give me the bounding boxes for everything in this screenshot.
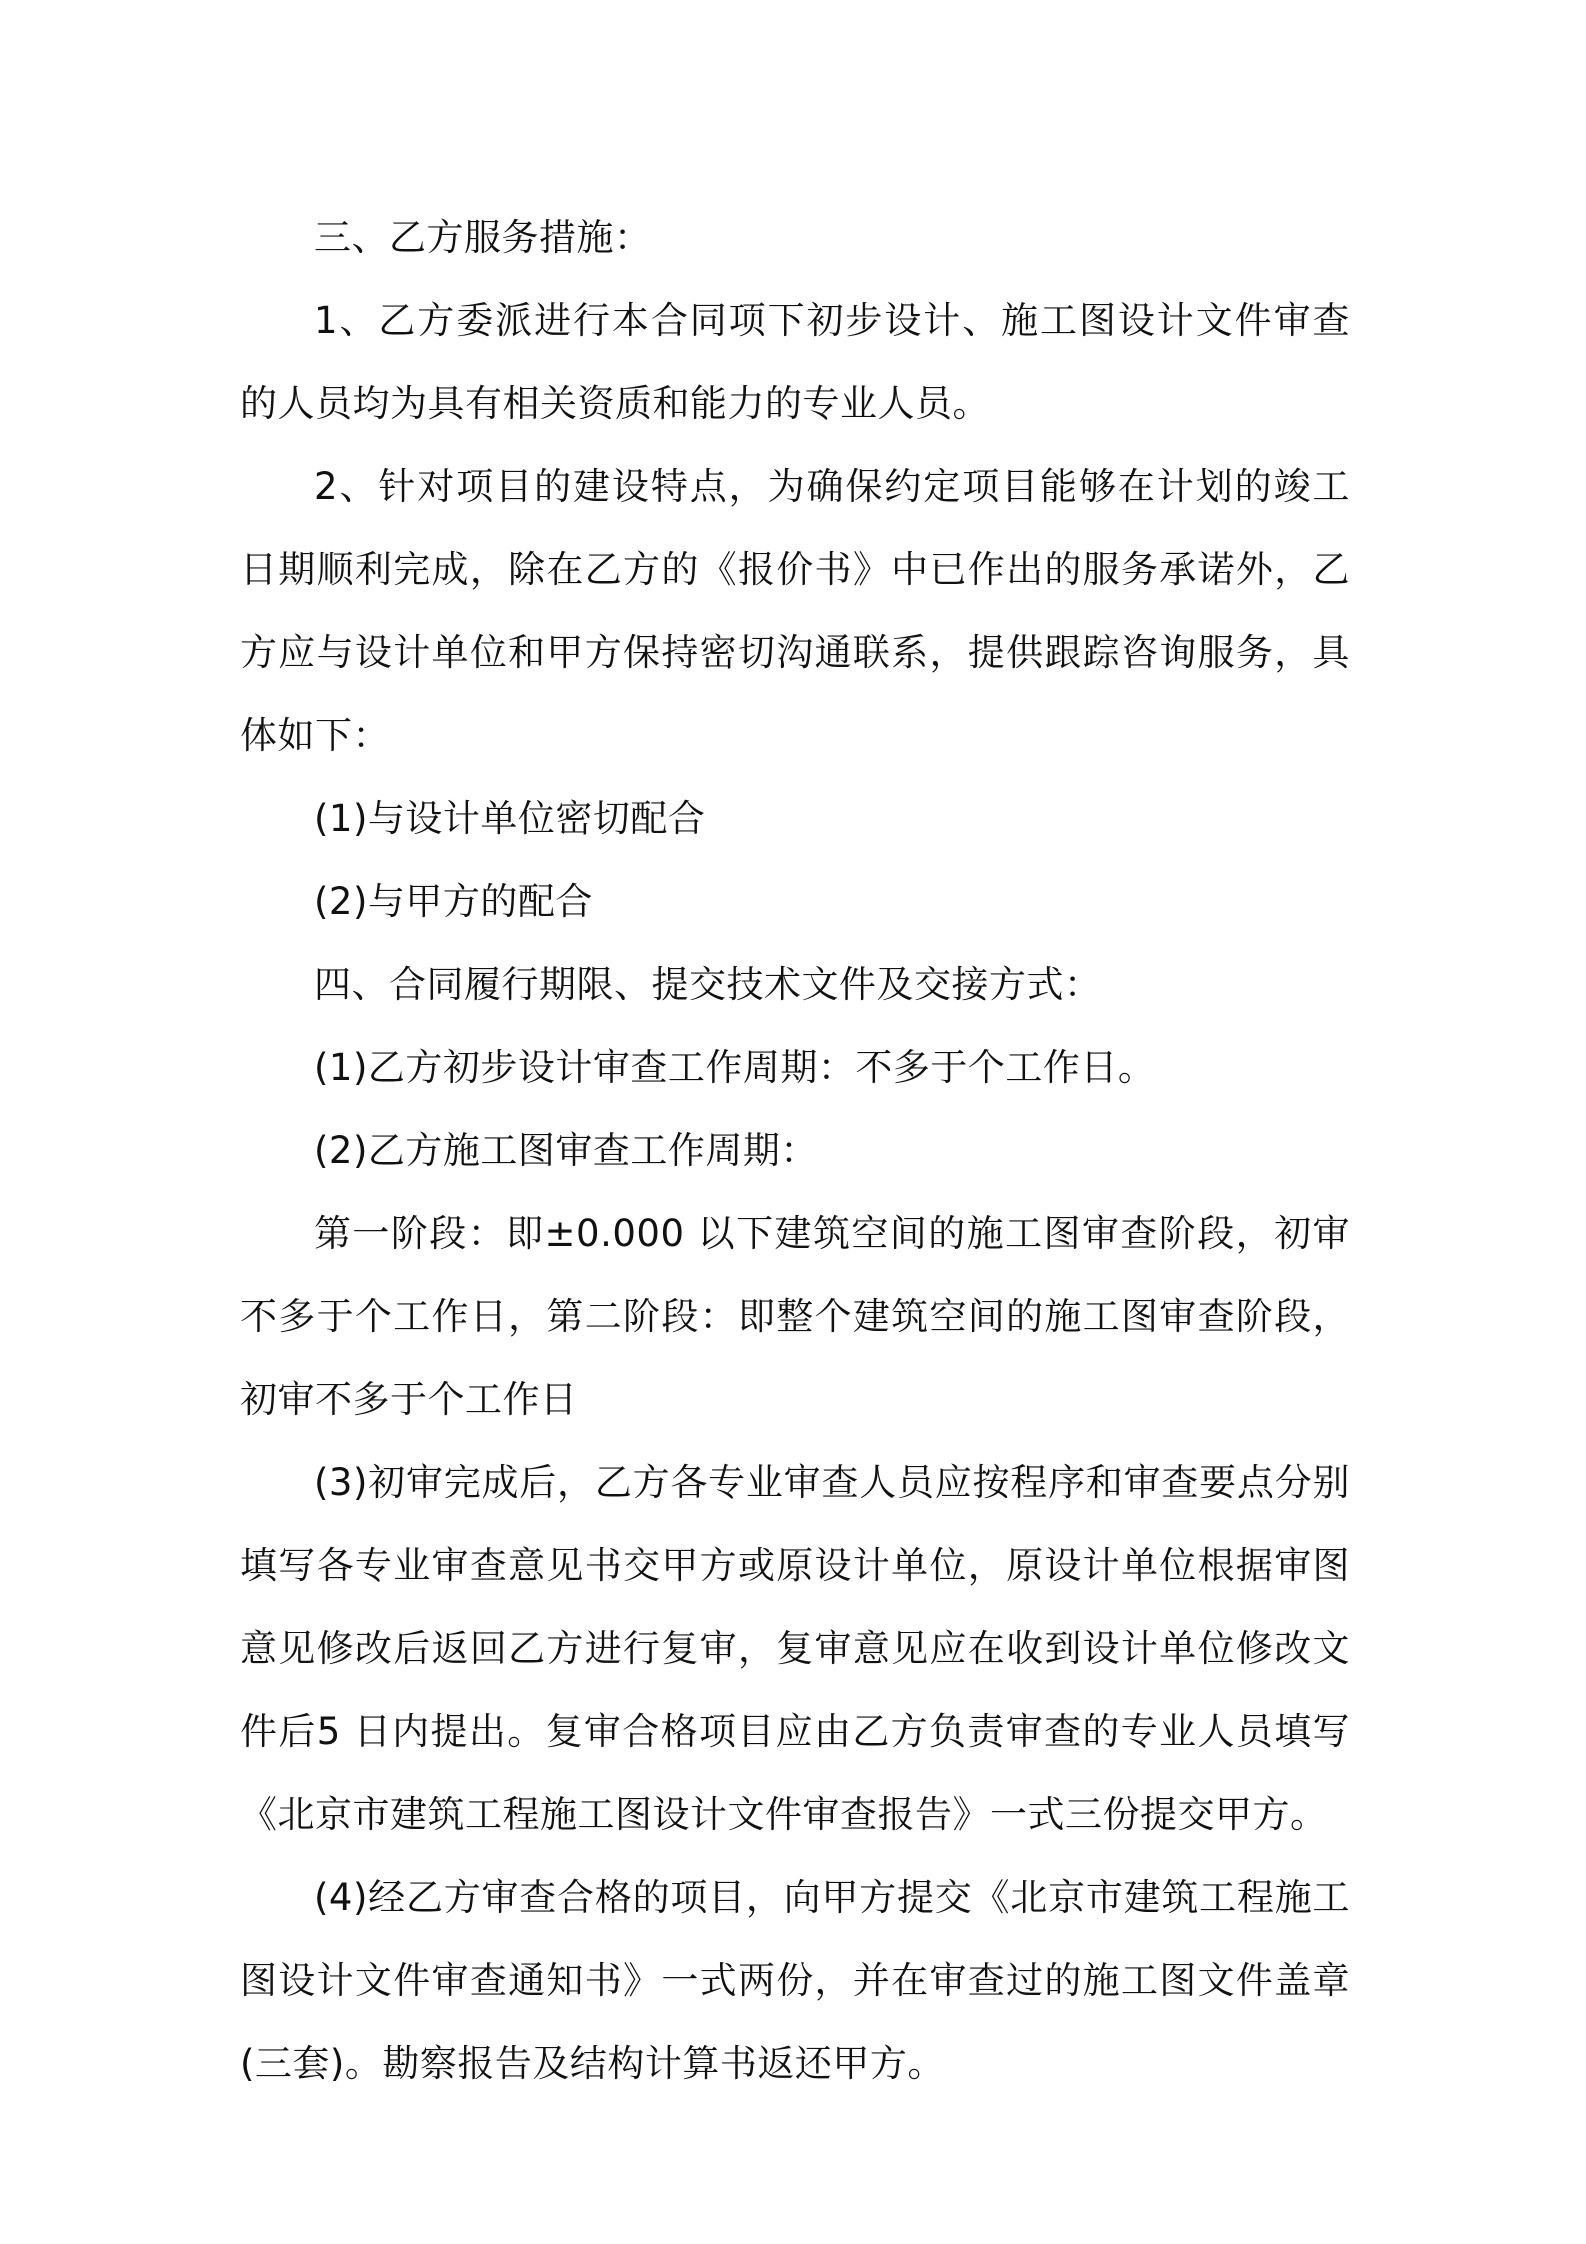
paragraph-review-stages: 第一阶段：即±0.000 以下建筑空间的施工图审查阶段，初审不多于个工作日，第二阶段：即整个建筑空间的施工图审查阶段，初审不多于个工作日 <box>240 1212 1350 1421</box>
document-body <box>240 196 1350 2105</box>
sub-item-party-a-cooperation: (2)与甲方的配合 <box>314 880 593 923</box>
section-heading-contract-period: 四、合同履行期限、提交技术文件及交接方式： <box>314 963 1102 1006</box>
sub-item-construction-review-period: (2)乙方施工图审查工作周期： <box>314 1129 818 1172</box>
sub-item-preliminary-review-period: (1)乙方初步设计审查工作周期：不多于个工作日。 <box>314 1046 1156 1089</box>
sub-item-design-cooperation: (1)与设计单位密切配合 <box>314 797 706 840</box>
paragraph-item-2: 2、针对项目的建设特点，为确保约定项目能够在计划的竣工日期顺利完成，除在乙方的《报价书》中已作出的服务承诺外，乙方应与设计单位和甲方保持密切沟通联系，提供跟踪咨询服务，具体如下： <box>240 465 1350 757</box>
sub-item-qualified-projects: (4)经乙方审查合格的项目，向甲方提交《北京市建筑工程施工图设计文件审查通知书》一式两份，并在审查过的施工图文件盖章(三套)。勘察报告及结构计算书返还甲方。 <box>240 1876 1350 2085</box>
sub-item-re-review: (3)初审完成后，乙方各专业审查人员应按程序和审查要点分别填写各专业审查意见书交甲方或原设计单位，原设计单位根据审图意见修改后返回乙方进行复审，复审意见应在收到设计单位修改文件后5 日内提出。复审合格项目应由乙方负责审查的专业人员填写《北京市建筑工程施工图设计文件审查报告》一式三份提交甲方。 <box>240 1461 1350 1836</box>
section-heading-service-measures: 三、乙方服务措施： <box>314 216 652 259</box>
paragraph-item-1: 1、乙方委派进行本合同项下初步设计、施工图设计文件审查的人员均为具有相关资质和能力的专业人员。 <box>240 299 1350 425</box>
